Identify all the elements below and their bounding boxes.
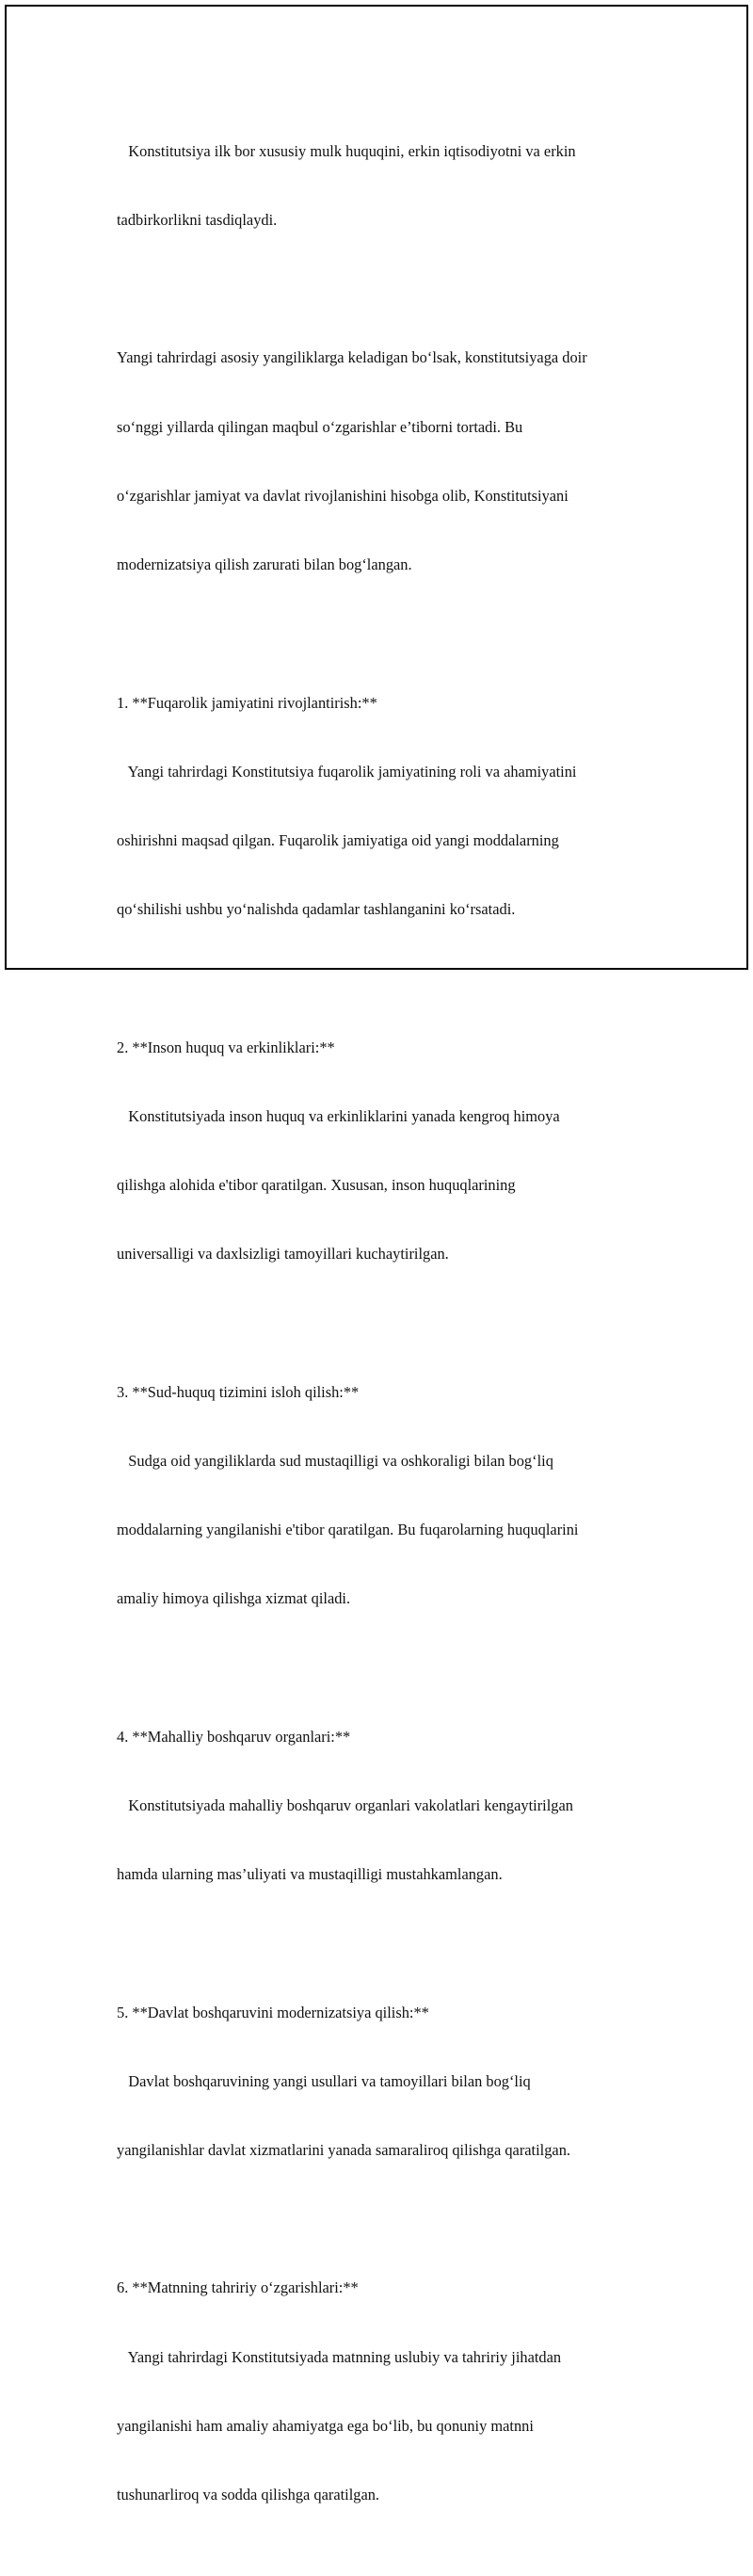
text-line: Yangi tahrirdagi Konstitutsiyada matnning uslubiy va tahririy jihatdan bbox=[117, 2347, 562, 2366]
text-line: Sudga oid yangiliklarda sud mustaqilligi va oshkoraligi bilan bog‘liq bbox=[117, 1451, 553, 1470]
list-item-6 bbox=[117, 2231, 672, 2553]
document-body bbox=[117, 94, 672, 2576]
text-line: Konstitutsiyada mahalliy boshqaruv organlari vakolatlari kengaytirilgan bbox=[117, 1795, 573, 1814]
text-line: so‘nggi yillarda qilingan maqbul o‘zgarishlar e’tiborni tortadi. Bu bbox=[117, 417, 523, 436]
text-line: tushunarliroq va sodda qilishga qaratilgan. bbox=[117, 2486, 380, 2504]
text-line: qilishga alohida e'tibor qaratilgan. Xususan, inson huquqlarining bbox=[117, 1176, 516, 1195]
list-item-heading: 1. **Fuqarolik jamiyatini rivojlantirish:** bbox=[117, 693, 377, 712]
text-line: tadbirkorlikni tasdiqlaydi. bbox=[117, 211, 278, 230]
list-item-4 bbox=[117, 1680, 672, 1932]
paragraph-intro bbox=[117, 94, 672, 278]
text-line: Yangi tahrirdagi asosiy yangiliklarga keladigan bo‘lsak, konstitutsiyaga doir bbox=[117, 348, 587, 367]
list-item-heading: 2. **Inson huquq va erkinliklari:** bbox=[117, 1038, 335, 1056]
list-item-1 bbox=[117, 646, 672, 968]
list-item-5 bbox=[117, 1956, 672, 2208]
text-line: Konstitutsiya ilk bor xususiy mulk huquqini, erkin iqtisodiyotni va erkin bbox=[117, 141, 576, 160]
text-line: moddalarning yangilanishi e'tibor qaratilgan. Bu fuqarolarning huquqlarini bbox=[117, 1521, 579, 1539]
list-item-heading: 4. **Mahalliy boshqaruv organlari:** bbox=[117, 1727, 351, 1746]
text-line: hamda ularning mas’uliyati va mustaqilligi mustahkamlangan. bbox=[117, 1865, 503, 1884]
text-line: yangilanishi ham amaliy ahamiyatga ega bo‘lib, bu qonuniy matnni bbox=[117, 2416, 534, 2435]
text-line: yangilanishlar davlat xizmatlarini yanada samaraliroq qilishga qaratilgan. bbox=[117, 2141, 570, 2160]
list-item-heading: 3. **Sud-huquq tizimini isloh qilish:** bbox=[117, 1382, 360, 1401]
text-line: o‘zgarishlar jamiyat va davlat rivojlanishini hisobga olib, Konstitutsiyani bbox=[117, 486, 569, 505]
list-item-2 bbox=[117, 990, 672, 1312]
list-item-3 bbox=[117, 1335, 672, 1657]
page-frame bbox=[5, 5, 748, 2504]
text-line: qo‘shilishi ushbu yo‘nalishda qadamlar tashlanganini ko‘rsatadi. bbox=[117, 900, 516, 919]
paragraph-overview bbox=[117, 301, 672, 623]
text-line: oshirishni maqsad qilgan. Fuqarolik jamiyatiga oid yangi moddalarning bbox=[117, 830, 559, 849]
text-line: amaliy himoya qilishga xizmat qiladi. bbox=[117, 1589, 351, 1608]
text-line: Konstitutsiyada inson huquq va erkinliklarini yanada kengroq himoya bbox=[117, 1106, 560, 1125]
text-line: Davlat boshqaruvining yangi usullari va tamoyillari bilan bog‘liq bbox=[117, 2071, 531, 2090]
list-item-heading: 6. **Matnning tahririy o‘zgarishlari:** bbox=[117, 2278, 359, 2297]
text-line: Yangi tahrirdagi Konstitutsiya fuqarolik jamiyatining roli va ahamiyatini bbox=[117, 762, 577, 781]
list-item-heading: 5. **Davlat boshqaruvini modernizatsiya qilish:** bbox=[117, 2003, 429, 2021]
text-line: modernizatsiya qilish zarurati bilan bog‘langan. bbox=[117, 555, 412, 574]
text-line: universalligi va daxlsizligi tamoyillari kuchaytirilgan. bbox=[117, 1245, 449, 1264]
